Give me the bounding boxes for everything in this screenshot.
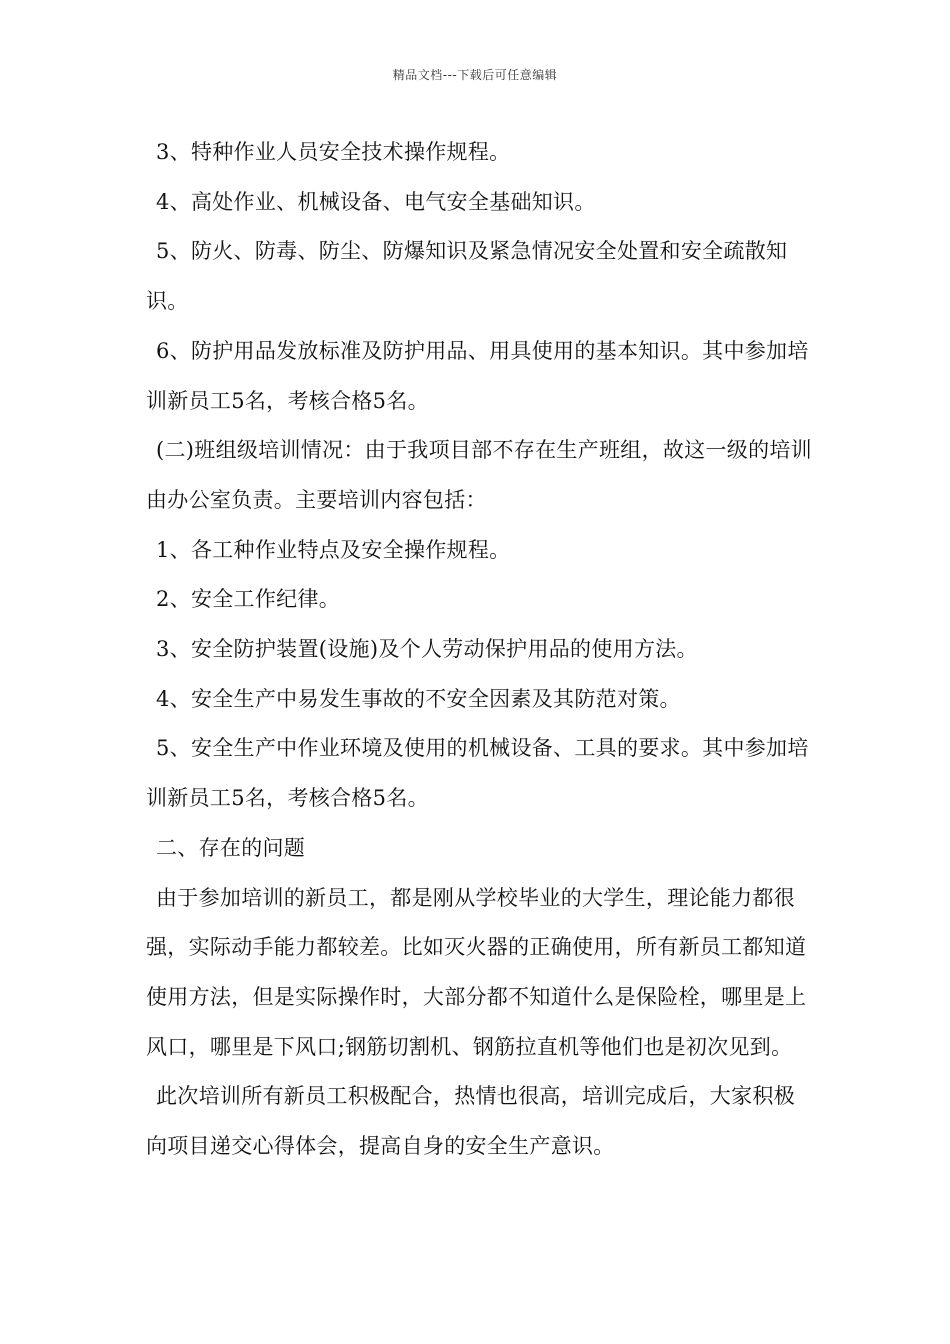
paragraph-team-item-1: 1、各工种作业特点及安全操作规程。	[156, 537, 511, 562]
paragraph-item-6: 6、防护用品发放标准及防护用品、用具使用的基本知识。其中参加培训新员工5名，考核合格5名。	[146, 338, 809, 413]
paragraph-item-5: 5、防火、防毒、防尘、防爆知识及紧急情况安全处置和安全疏散知识。	[146, 239, 788, 314]
paragraph-team-item-4: 4、安全生产中易发生事故的不安全因素及其防范对策。	[156, 686, 681, 711]
paragraph-team-item-2: 2、安全工作纪律。	[156, 587, 341, 612]
paragraph-team-item-5: 5、安全生产中作业环境及使用的机械设备、工具的要求。其中参加培训新员工5名，考核合格5名。	[146, 736, 809, 811]
paragraph-item-3: 3、特种作业人员安全技术操作规程。	[156, 140, 511, 164]
paragraph-item-4: 4、高处作业、机械设备、电气安全基础知识。	[156, 189, 596, 214]
page-header: 精品文档---下载后可任意编辑	[392, 68, 558, 82]
paragraph-team-item-3: 3、安全防护装置(设施)及个人劳动保护用品的使用方法。	[156, 637, 698, 662]
paragraph-summary: 此次培训所有新员工积极配合，热情也很高，培训完成后，大家积极向项目递交心得体会，提高自身的安全生产意识。	[146, 1084, 795, 1159]
section-heading-problems: 二、存在的问题	[156, 835, 306, 860]
paragraph-team-training: (二)班组级培训情况：由于我项目部不存在生产班组，故这一级的培训由办公室负责。主要培训内容包括：	[146, 438, 812, 512]
document-body	[146, 128, 814, 1172]
paragraph-problems: 由于参加培训的新员工，都是刚从学校毕业的大学生，理论能力都很强，实际动手能力都较差。比如灭火器的正确使用，所有新员工都知道使用方法，但是实际操作时，大部分都不知道什么是保险栓，哪里是上风口，哪里是下风口;钢筋切割机、钢筋拉直机等他们也是初次见到。	[146, 885, 807, 1059]
